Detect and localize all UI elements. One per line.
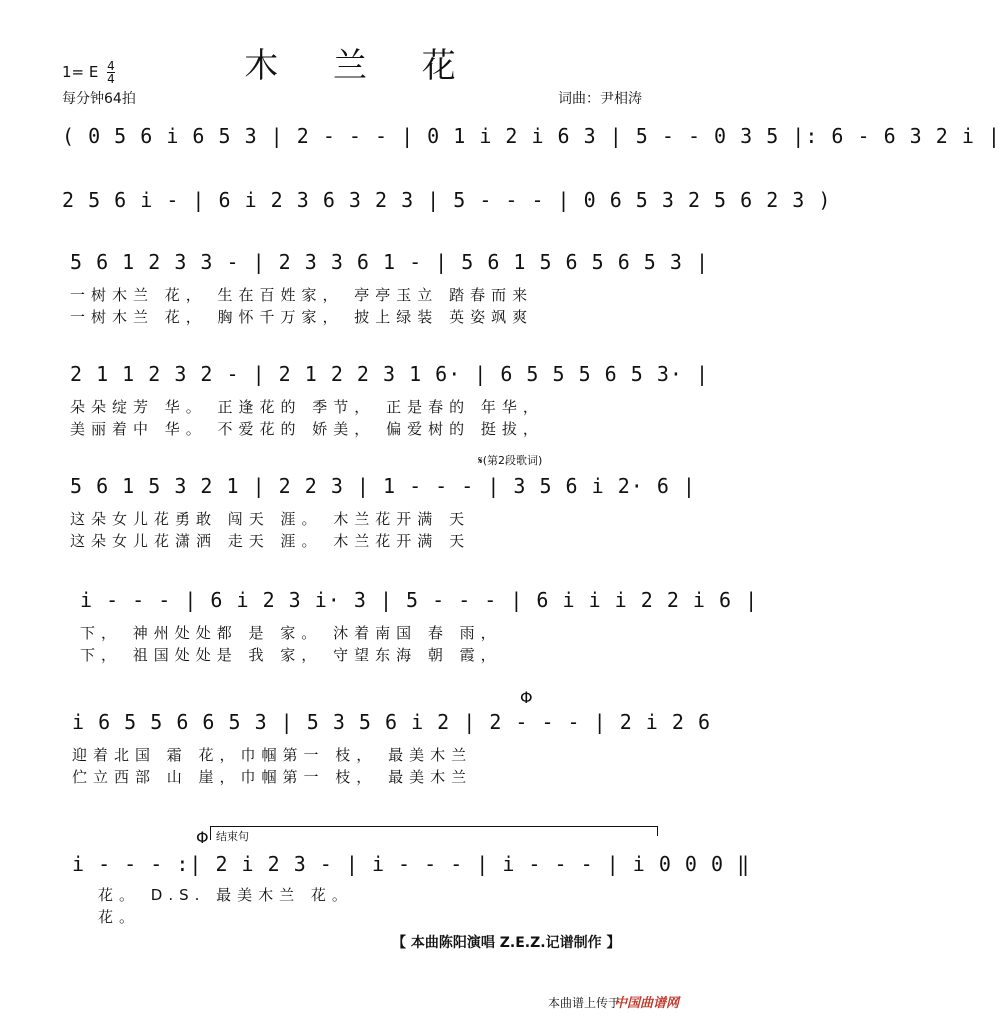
- song-title: 木 兰 花: [244, 46, 478, 86]
- performance-credit: 【 本曲陈阳演唱 Z.E.Z.记谱制作 】: [392, 935, 621, 951]
- time-top: 4: [107, 59, 115, 73]
- coda-sign-ending: Φ: [196, 828, 209, 847]
- coda-sign: Φ: [520, 688, 533, 707]
- key-label: 1= E: [62, 63, 99, 81]
- ending-bracket-line: [210, 826, 658, 827]
- ending-bracket-right: [657, 826, 658, 836]
- score-row-2: 2 5 6 i - | 6 i 2 3 6 3 2 3 | 5 - - - | 0 6 5 3 2 5 6 2 3 ): [62, 188, 832, 212]
- score-row-7: i 6 5 5 6 6 5 3 | 5 3 5 6 i 2 | 2 - - - | 2 i 2 6: [72, 710, 712, 734]
- score-row-5: 5 6 1 5 3 2 1 | 2 2 3 | 1 - - - | 3 5 6 i 2· 6 |: [70, 474, 696, 498]
- lyric-row-3-verse-1: 一树木兰 花， 生在百姓家， 亭亭玉立 踏春而来: [70, 286, 534, 304]
- score-row-8: i - - - :| 2 i 2 3 - | i - - - | i - - - | i 0 0 0 ‖: [72, 852, 751, 876]
- site-logo[interactable]: 中国曲谱网: [614, 996, 680, 1011]
- segno-sign: 𝄋(第2段歌词): [478, 454, 543, 467]
- lyric-row-6-verse-1: 下， 神州处处都 是 家。 沐着南国 春 雨，: [80, 624, 502, 642]
- lyric-row-7-verse-2: 伫立西部 山 崖，巾帼第一 枝， 最美木兰: [72, 768, 473, 786]
- lyric-row-5-verse-2: 这朵女儿花潇洒 走天 涯。 木兰花开满 天: [70, 532, 471, 550]
- time-bottom: 4: [107, 72, 115, 86]
- composer-credit: 词曲：尹相涛: [558, 91, 642, 107]
- lyric-row-4-verse-1: 朵朵绽芳 华。 正逢花的 季节， 正是春的 年华，: [70, 398, 544, 416]
- ending-label: 结束句: [216, 830, 249, 843]
- lyric-row-6-verse-2: 下， 祖国处处是 我 家， 守望东海 朝 霞，: [80, 646, 502, 664]
- score-row-6: i - - - | 6 i 2 3 i· 3 | 5 - - - | 6 i i i 2 2 i 6 |: [80, 588, 759, 612]
- upload-note: 本曲谱上传于: [548, 996, 621, 1010]
- ending-bracket-left: [210, 826, 211, 840]
- score-row-3: 5 6 1 2 3 3 - | 2 3 3 6 1 - | 5 6 1 5 6 5 6 5 3 |: [70, 250, 710, 274]
- lyric-row-7-verse-1: 迎着北国 霜 花，巾帼第一 枝， 最美木兰: [72, 746, 473, 764]
- key-signature: [62, 60, 115, 85]
- time-signature: [107, 60, 115, 85]
- score-row-1: ( 0 5 6 i 6 5 3 | 2 - - - | 0 1 i 2 i 6 3 | 5 - - 0 3 5 |: 6 - 6 3 2 i |: [62, 124, 1001, 148]
- lyric-row-8-verse-1: 花。 D.S. 最美木兰 花。: [98, 886, 353, 904]
- lyric-row-5-verse-1: 这朵女儿花勇敢 闯天 涯。 木兰花开满 天: [70, 510, 471, 528]
- lyric-row-3-verse-2: 一树木兰 花， 胸怀千万家， 披上绿装 英姿飒爽: [70, 308, 534, 326]
- score-row-4: 2 1 1 2 3 2 - | 2 1 2 2 3 1 6· | 6 5 5 5 6 5 3· |: [70, 362, 710, 386]
- tempo-marking: 每分钟64拍: [62, 91, 136, 107]
- lyric-row-4-verse-2: 美丽着中 华。 不爱花的 娇美， 偏爱树的 挺拔，: [70, 420, 544, 438]
- lyric-row-8-verse-2: 花。: [98, 908, 141, 926]
